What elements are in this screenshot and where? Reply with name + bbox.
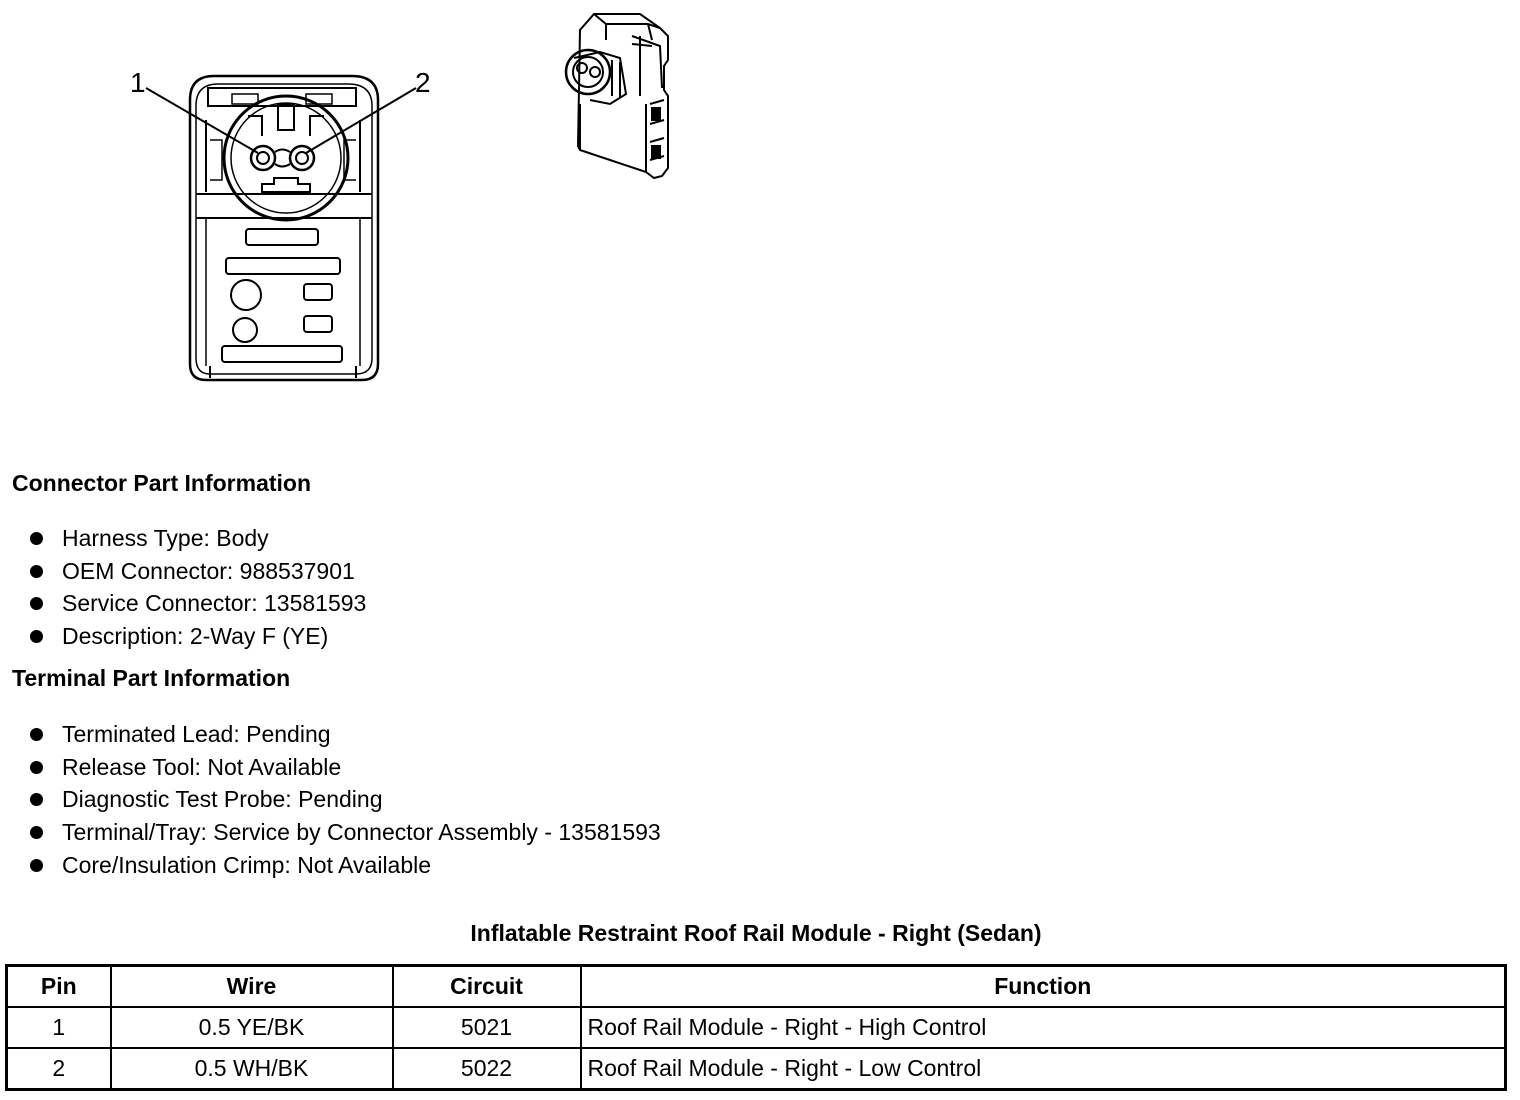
list-item-text: Terminal/Tray: Service by Connector Assembly - 13581593 <box>62 819 661 846</box>
list-item <box>28 849 661 882</box>
bullet-icon <box>30 728 43 741</box>
bullet-icon <box>30 532 43 545</box>
list-item-text: OEM Connector: 988537901 <box>62 557 355 584</box>
list-item-text: Diagnostic Test Probe: Pending <box>62 786 383 813</box>
table-header-row <box>7 966 1506 1008</box>
connector-info-heading: Connector Part Information <box>12 470 312 496</box>
cell-circuit: 5022 <box>393 1048 581 1090</box>
cell-pin: 1 <box>7 1007 111 1048</box>
bullet-icon <box>30 761 43 774</box>
cell-wire: 0.5 WH/BK <box>111 1048 393 1090</box>
bullet-icon <box>30 597 43 610</box>
column-header-circuit: Circuit <box>393 966 581 1008</box>
list-item-text: Terminated Lead: Pending <box>62 721 331 747</box>
list-item <box>28 718 661 751</box>
bullet-icon <box>30 859 43 872</box>
list-item <box>28 751 661 784</box>
table-row <box>7 1007 1506 1048</box>
connector-isometric-view <box>566 14 668 178</box>
pin-1-leader <box>146 88 258 153</box>
cell-wire: 0.5 YE/BK <box>111 1007 393 1048</box>
pin-table <box>5 964 1507 1091</box>
cell-function: Roof Rail Module - Right - Low Control <box>581 1048 1506 1090</box>
cell-circuit: 5021 <box>393 1007 581 1048</box>
cell-pin: 2 <box>7 1048 111 1090</box>
connector-diagram <box>0 0 1520 440</box>
pin-table-title: Inflatable Restraint Roof Rail Module - Right (Sedan) <box>470 920 1042 946</box>
terminal-info-heading: Terminal Part Information <box>12 665 291 691</box>
list-item <box>28 816 661 849</box>
column-header-wire: Wire <box>111 966 393 1008</box>
bullet-icon <box>30 630 43 643</box>
list-item-text: Description: 2-Way F (YE) <box>62 623 329 650</box>
bullet-icon <box>30 826 43 839</box>
list-item <box>28 555 366 588</box>
list-item <box>28 783 661 816</box>
list-item-text: Release Tool: Not Available <box>62 753 342 780</box>
pin-1-label: 1 <box>130 67 146 98</box>
column-header-pin: Pin <box>7 966 111 1008</box>
table-row <box>7 1048 1506 1090</box>
list-item-text: Core/Insulation Crimp: Not Available <box>62 851 432 878</box>
terminal-info-list <box>28 718 661 881</box>
pin-2-label: 2 <box>415 67 431 98</box>
connector-info-list <box>28 522 366 653</box>
bullet-icon <box>30 565 43 578</box>
list-item-text: Service Connector: 13581593 <box>62 590 367 617</box>
bullet-icon <box>30 793 43 806</box>
list-item <box>28 522 366 555</box>
connector-face-view <box>190 76 378 380</box>
column-header-function: Function <box>581 966 1506 1008</box>
list-item-text: Harness Type: Body <box>62 525 269 551</box>
cell-function: Roof Rail Module - Right - High Control <box>581 1007 1506 1048</box>
list-item <box>28 620 366 653</box>
list-item <box>28 587 366 620</box>
